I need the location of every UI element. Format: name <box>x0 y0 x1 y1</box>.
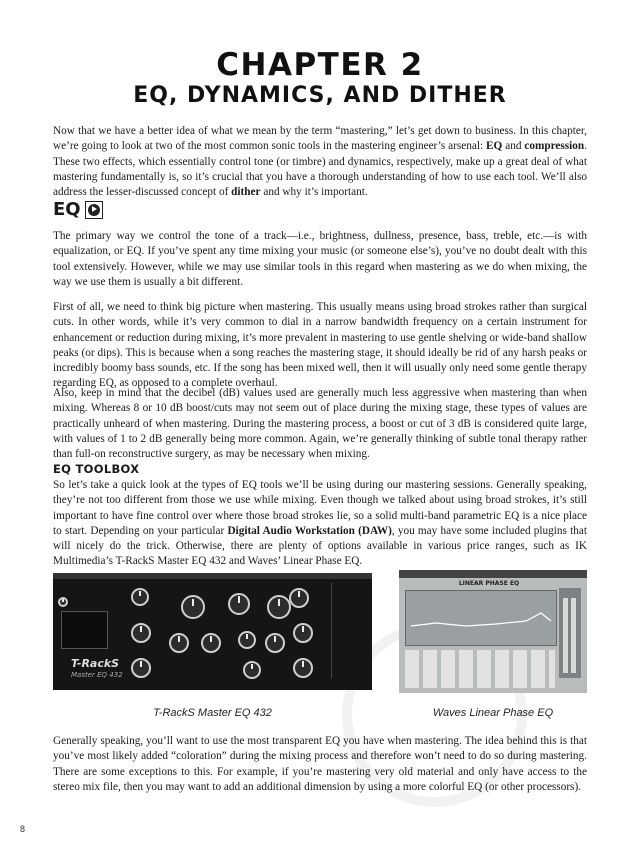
trk-master-eq-image <box>53 573 372 690</box>
toolbox-paragraph: So let’s take a quick look at the types of EQ tools we’ll be using during our mastering sessions. Generally speaking, they’re not too different from those we use while mixing. Even though we talked about using broad strokes, it’s still important to have fine control over where those broad strokes lie, so a solid multi-band parametric EQ is a nice place to start. Depending on your particular Digital Audio Workstation (DAW), you may have some included plugins that will nicely do the trick. Otherwise, there are plenty of options available in various price ranges, such as IK Multimedia’s T-RackS Master EQ 432 and Waves’ Linear Phase EQ. <box>53 479 587 568</box>
trk-logo-sub: Master EQ 432 <box>71 671 123 679</box>
waves-meter <box>559 588 581 678</box>
play-icon <box>85 201 103 219</box>
trk-small-knob <box>58 597 68 607</box>
eq-paragraph-1: The primary way we control the tone of a track—i.e., brightness, dullness, presence, bass, treble, etc.—is with equalization, or EQ. If you’ve spent any time mixing your music (or someone else’s), you’ve no doubt dealt with this tool extensively. However, while we may use similar tools in this regard when mastering as we do when mixing, the way we use them is usually a bit different. <box>53 230 587 288</box>
waves-linear-phase-eq-image <box>399 570 587 693</box>
knob <box>238 631 256 649</box>
trk-side-panel <box>331 583 364 678</box>
knob <box>267 595 291 619</box>
knob <box>131 658 151 678</box>
eq-paragraph-2: First of all, we need to think big picture when mastering. This usually means using broad strokes rather than surgical cuts. In other words, while it’s very common to dial in a narrow bandwidth frequency on a certain instrument for enhancement or reduction during mixing, it’s more prevalent in mastering to use gentle shelving or wide-band shallow peaks (or dips). This is because when a song reaches the mastering stage, it should ideally be rid of any harsh peaks or incredibly boomy bass sounds, etc. If the song has been mixed well, then it will usually only need some gentle therapy regarding EQ, as opposed to a complete overhaul. <box>53 301 587 390</box>
eq-paragraph-3: Also, keep in mind that the decibel (dB) values used are generally much less aggressive when mastering than when mixing. Whereas 8 or 10 dB boost/cuts may not seem out of place during the mixing stage, these types of values are practically unheard of when mastering. During the mastering process, a boost or cut of 3 dB is considered quite large, with values of 1 to 2 dB generally being more common. Again, we’re generally thinking of subtle tonal therapy rather than full-on reconstructive surgery, as may be necessary when mixing. <box>53 387 587 461</box>
knob <box>293 658 313 678</box>
knob <box>131 588 149 606</box>
knob <box>131 623 151 643</box>
waves-caption: Waves Linear Phase EQ <box>432 707 554 719</box>
eq-toolbox-heading: EQ TOOLBOX <box>53 462 140 476</box>
closing-paragraph: Generally speaking, you’ll want to use the most transparent EQ you have when mastering. The idea behind this is that you’ve most likely added “coloration” during the mixing process and therefore won’t need to do so during mastering. There are some exceptions to this. For example, if you’re mastering very old material and only have access to the stereo mix file, then you may want to add an additional dimension by using a more colorful EQ (or other processors). <box>53 735 587 793</box>
knob <box>243 661 261 679</box>
trk-logo: T-RackS <box>71 657 120 670</box>
trk-button-panel <box>61 611 108 649</box>
waves-controls <box>405 650 555 688</box>
chapter-number: CHAPTER 2 <box>216 47 424 83</box>
eq-curve <box>406 591 556 645</box>
waves-eq-display <box>405 590 557 646</box>
intro-paragraph: Now that we have a better idea of what we mean by the term “mastering,” let’s get down to business. In this chapter, we’re going to look at two of the most common sonic tools in the mastering engineer’s arsenal: EQ and compression. These two effects, which essentially control tone (or timbre) and dynamics, respectively, make up a great deal of what mastering fundamentally is, so it’s crucial that you have a thorough understanding of how to use each tool. We’ll also address the lesser-discussed concept of dither and why it’s important. <box>53 125 587 199</box>
eq-heading: EQ <box>53 199 103 220</box>
knob <box>289 588 309 608</box>
waves-title: LINEAR PHASE EQ <box>458 580 520 587</box>
knob <box>201 633 221 653</box>
knob <box>228 593 250 615</box>
knob <box>265 633 285 653</box>
chapter-title: EQ, DYNAMICS, AND DITHER <box>133 83 507 108</box>
knob <box>293 623 313 643</box>
page-number: 8 <box>20 824 26 834</box>
trk-caption: T-RackS Master EQ 432 <box>153 707 272 719</box>
knob <box>169 633 189 653</box>
knob <box>181 595 205 619</box>
